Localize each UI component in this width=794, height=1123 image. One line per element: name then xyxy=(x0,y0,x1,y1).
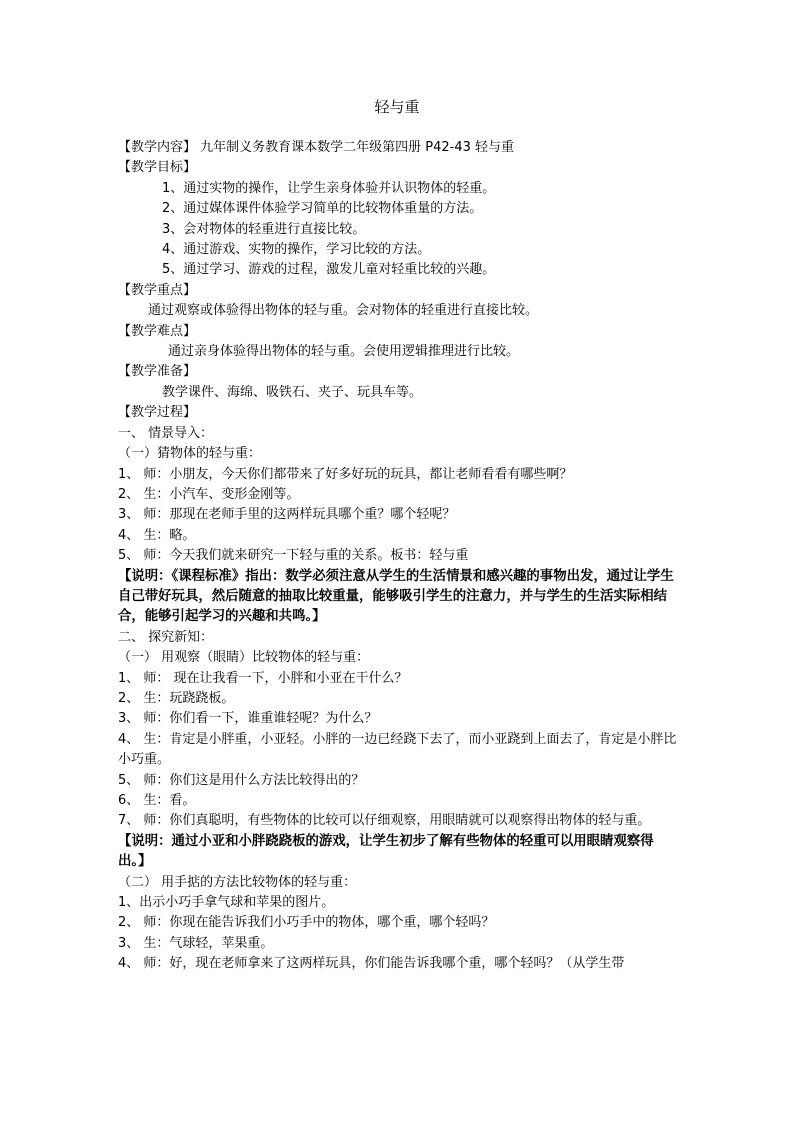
preparation-text: 教学课件、海绵、吸铁石、夹子、玩具车等。 xyxy=(162,384,423,400)
part1-subheading: （一）猜物体的轻与重： xyxy=(118,446,262,462)
document-body xyxy=(118,138,678,975)
dialogue-line: 2、 生：玩跷跷板。 xyxy=(118,690,235,706)
content-header: 【教学内容】 九年制义务教育课本数学二年级第四册 P42-43 轻与重 xyxy=(118,140,515,155)
dialogue-line: 3、 生：气球轻，苹果重。 xyxy=(118,935,274,951)
section1-heading: （一） 用观察（眼睛）比较物体的轻与重： xyxy=(118,650,370,666)
dialogue-line: 1、 师：小朋友，今天你们都带来了好多好玩的玩具，都让老师看看有哪些啊？ xyxy=(118,466,573,482)
difficulties-text: 通过亲身体验得出物体的轻与重。会使用逻辑推理进行比较。 xyxy=(168,344,520,360)
dialogue-line: 5、 师：今天我们就来研究一下轻与重的关系。板书：轻与重 xyxy=(118,548,469,564)
explanation-note: 【说明：通过小亚和小胖跷跷板的游戏，让学生初步了解有些物体的轻重可以用眼睛观察得出。】 xyxy=(118,833,654,870)
difficulties-heading: 【教学难点】 xyxy=(118,323,197,339)
dialogue-line: 3、 师：你们看一下，谁重谁轻呢？为什么？ xyxy=(118,711,378,727)
goal-item: 4、通过游戏、实物的操作，学习比较的方法。 xyxy=(162,242,431,258)
key-points-text: 通过观察或体验得出物体的轻与重。会对物体的轻重进行直接比较。 xyxy=(148,303,539,319)
goal-item: 2、通过媒体课件体验学习简单的比较物体重量的方法。 xyxy=(162,201,483,217)
preparation-heading: 【教学准备】 xyxy=(118,364,197,380)
dialogue-line: 4、 生：略。 xyxy=(118,527,196,543)
dialogue-line: 2、 生：小汽车、变形金刚等。 xyxy=(118,486,300,502)
dialogue-line: 3、 师：那现在老师手里的这两样玩具哪个重？哪个轻呢？ xyxy=(118,507,456,523)
dialogue-line: 4、 生：肯定是小胖重，小亚轻。小胖的一边已经跷下去了，而小亚跷到上面去了，肯定是小胖比小巧重。 xyxy=(118,731,677,768)
process-heading: 【教学过程】 xyxy=(118,405,197,421)
document-title: 轻与重 xyxy=(374,98,420,116)
goal-item: 5、通过学习、游戏的过程，激发儿童对轻重比较的兴趣。 xyxy=(162,262,496,278)
goal-item: 3、会对物体的轻重进行直接比较。 xyxy=(162,221,366,237)
dialogue-line: 7、 师：你们真聪明，有些物体的比较可以仔细观察，用眼睛就可以观察得出物体的轻与重。 xyxy=(118,813,651,829)
dialogue-line: 4、 师：好，现在老师拿来了这两样玩具，你们能告诉我哪个重，哪个轻吗？（从学生带 xyxy=(118,956,625,972)
part1-heading: 一、 情景导入： xyxy=(118,425,214,441)
dialogue-line: 6、 生：看。 xyxy=(118,793,196,808)
part2-heading: 二、 探究新知： xyxy=(118,629,214,645)
goal-item: 1、通过实物的操作，让学生亲身体验并认识物体的轻重。 xyxy=(162,180,496,196)
dialogue-line: 2、 师：你现在能告诉我们小巧手中的物体，哪个重，哪个轻吗？ xyxy=(118,915,495,931)
section2-heading: （二） 用手掂的方法比较物体的轻与重： xyxy=(118,874,357,890)
goals-heading: 【教学目标】 xyxy=(118,160,197,176)
key-points-heading: 【教学重点】 xyxy=(118,282,197,298)
explanation-note: 【说明：《课程标准》指出：数学必须注意从学生的生活情景和感兴趣的事物出发，通过让学生自己带好玩具，然后随意的抽取比较重量，能够吸引学生的注意力，并与学生的生活实际相结合，能够引起学习的兴趣和共鸣。】 xyxy=(118,568,674,625)
dialogue-line: 1、 师： 现在让我看一下，小胖和小亚在干什么？ xyxy=(118,670,408,686)
dialogue-line: 1、出示小巧手拿气球和苹果的图片。 xyxy=(118,895,335,911)
dialogue-line: 5、 师：你们这是用什么方法比较得出的？ xyxy=(118,772,365,788)
